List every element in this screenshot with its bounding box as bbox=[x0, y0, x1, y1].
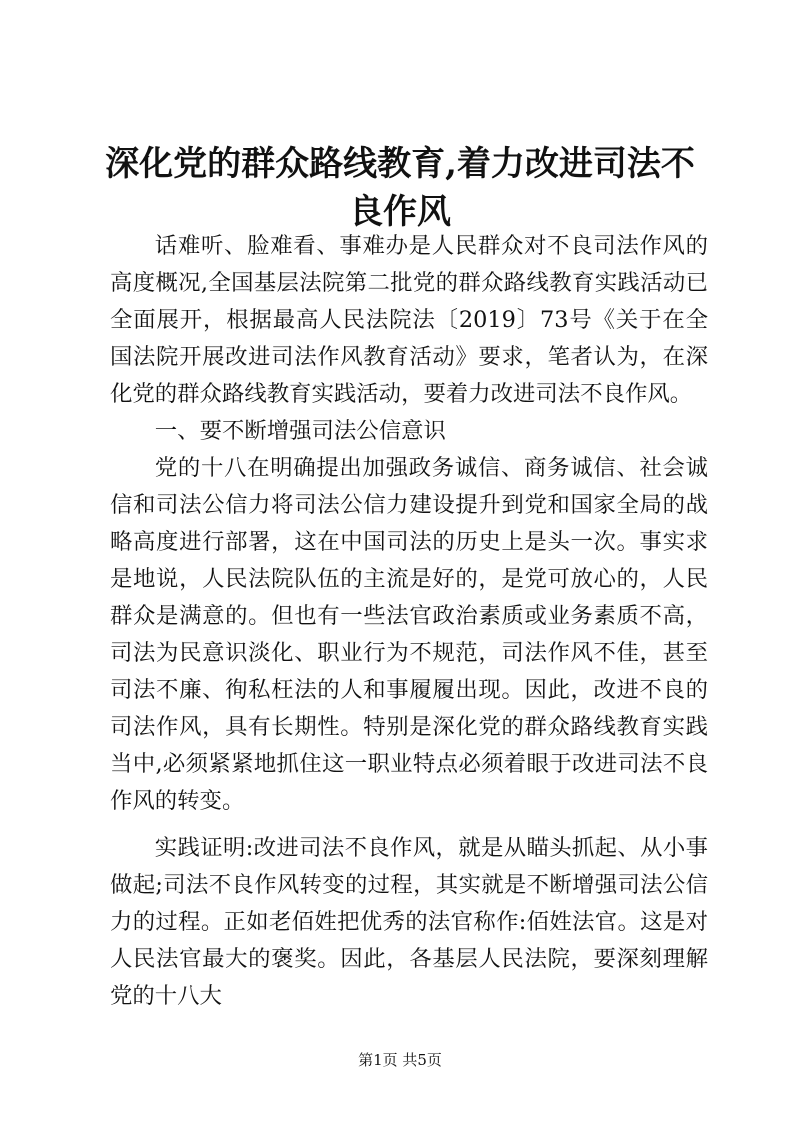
page-number: 第1页 共5页 bbox=[358, 1051, 442, 1069]
paragraph-credibility: 党的十八在明确提出加强政务诚信、商务诚信、社会诚信和司法公信力将司法公信力建设提升到党和国家全局的战略高度进行部署，这在中国司法的历史上是头一次。事实求是地说，人民法院队伍的主流是好的，是党可放心的，人民群众是满意的。但也有一些法官政治素质或业务素质不高，司法为民意识淡化、职业行为不规范，司法作风不佳，甚至司法不廉、徇私枉法的人和事履履出现。因此，改进不良的司法作风，具有长期性。特别是深化党的群众路线教育实践当中,必须紧紧地抓住这一职业特点必须着眼于改进司法不良作风的转变。 bbox=[110, 455, 708, 814]
document-title: 深化党的群众路线教育,着力改进司法不良作风 bbox=[105, 144, 695, 232]
paragraph-practice: 实践证明:改进司法不良作风，就是从瞄头抓起、从小事做起;司法不良作风转变的过程，其实就是不断增强司法公信力的过程。正如老佰姓把优秀的法官称作:佰姓法官。这是对人民法官最大的褒奖。因此，各基层人民法院，要深刻理解党的十八大 bbox=[110, 835, 708, 1009]
section-heading: 一、要不断增强司法公信意识 bbox=[154, 418, 446, 444]
paragraph-intro: 话难听、脸难看、事难办是人民群众对不良司法作风的高度概况,全国基层法院第二批党的群众路线教育实践活动已全面展开，根据最高人民法院法〔2019〕73号《关于在全国法院开展改进司法作风教育活动》要求，笔者认为，在深化党的群众路线教育实践活动，要着力改进司法不良作风。 bbox=[110, 233, 708, 407]
document-body bbox=[110, 228, 708, 1015]
